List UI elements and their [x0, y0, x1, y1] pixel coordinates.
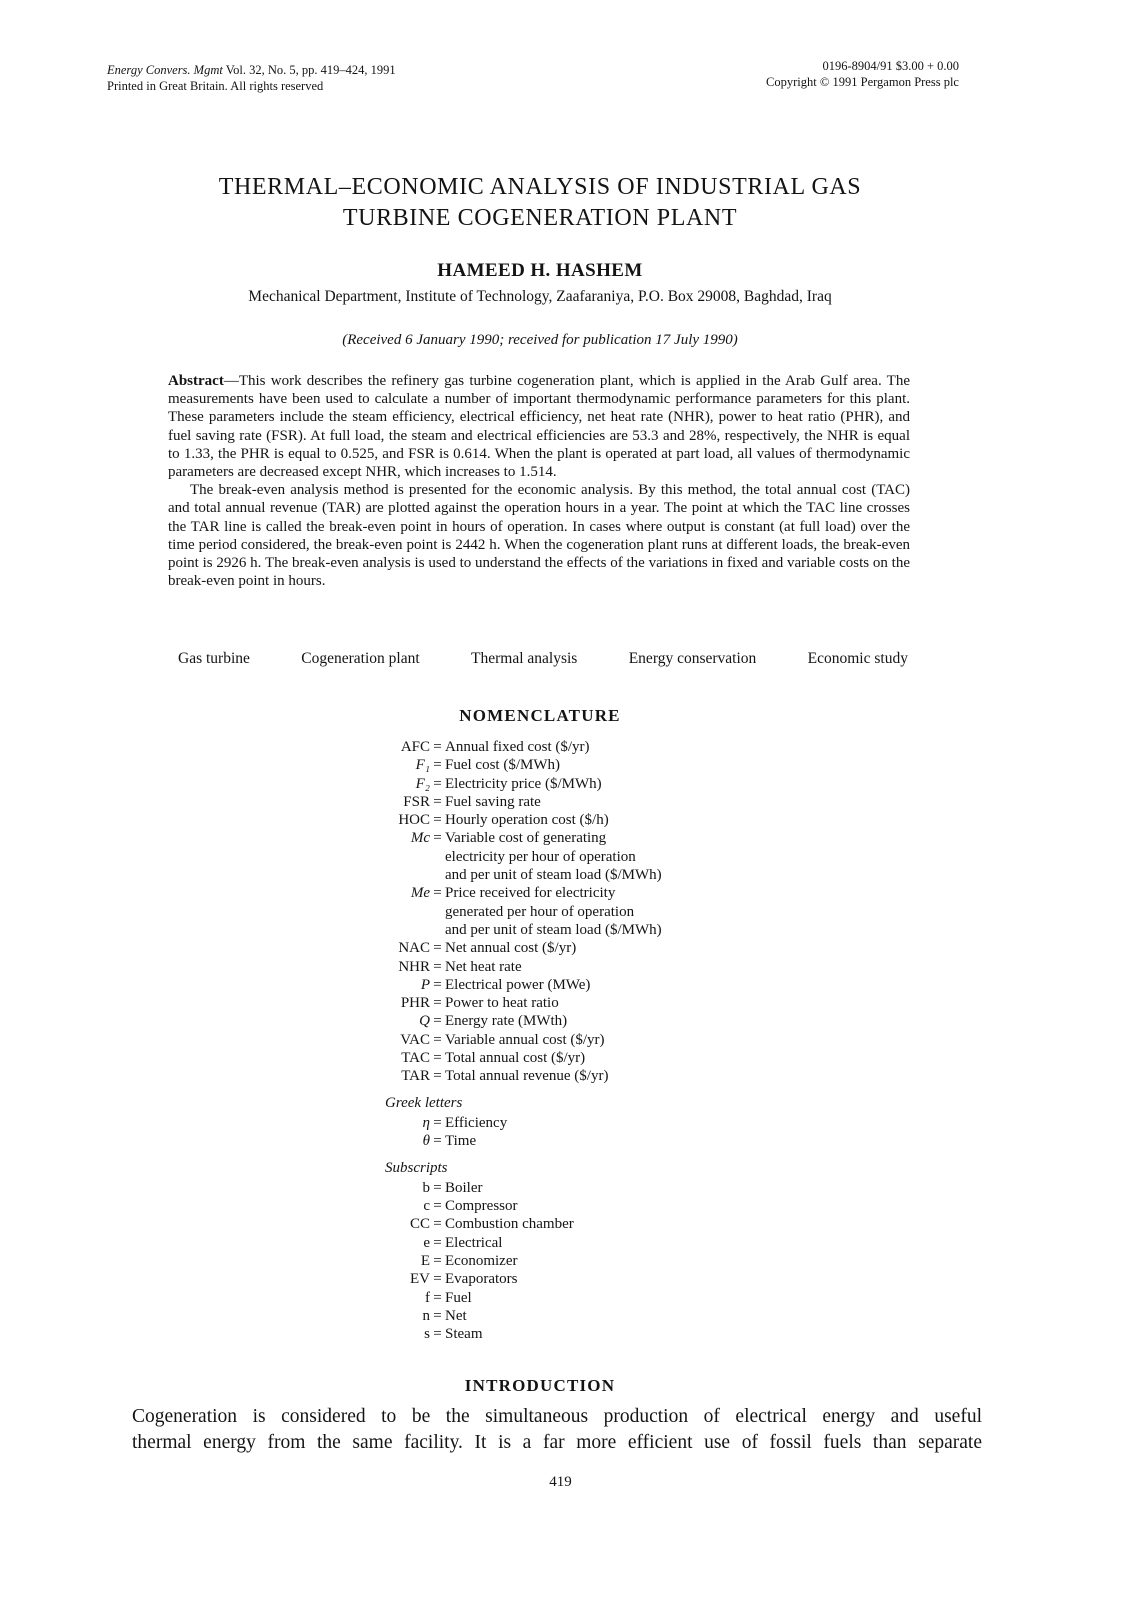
author-affiliation: Mechanical Department, Institute of Technology, Zaafaraniya, P.O. Box 29008, Baghdad, Iraq [248, 288, 832, 305]
nomenclature-row [300, 1307, 820, 1325]
abstract [168, 372, 910, 590]
nomenclature-row [300, 756, 820, 774]
introduction-heading: INTRODUCTION [464, 1376, 616, 1395]
subscripts-heading: Subscripts [385, 1159, 448, 1176]
nomenclature-definition [445, 1234, 820, 1252]
definition-line: Power to heat ratio [445, 995, 559, 1012]
nomenclature-row [300, 1289, 820, 1307]
nomenclature-symbol: CC [409, 1216, 430, 1233]
page-number: 419 [549, 1474, 572, 1490]
nomenclature-definition [445, 829, 820, 884]
nomenclature-row [300, 1067, 820, 1085]
equals-sign: = [433, 1133, 442, 1150]
definition-line: and per unit of steam load ($/MWh) [445, 921, 662, 938]
nomenclature-row [300, 775, 820, 793]
nomenclature-row [300, 829, 820, 884]
nomenclature-row [300, 793, 820, 811]
definition-line: Net annual cost ($/yr) [445, 940, 577, 957]
nomenclature-row [300, 811, 820, 829]
nomenclature-definition [445, 1179, 820, 1197]
nomenclature-row [300, 1049, 820, 1067]
introduction-text [132, 1404, 982, 1456]
nomenclature-symbol: Q [419, 1013, 430, 1030]
nomenclature-symbol: Mc [410, 830, 430, 847]
equals-sign: = [433, 1068, 442, 1085]
abstract-paragraph-1 [168, 372, 910, 481]
nomenclature-definition [445, 1132, 820, 1150]
equals-sign: = [433, 940, 442, 957]
paper-title [150, 172, 930, 234]
definition-line: and per unit of steam load ($/MWh) [445, 867, 662, 884]
equals-sign: = [433, 775, 442, 792]
definition-line: Hourly operation cost ($/h) [445, 812, 609, 829]
nomenclature-definition [445, 1049, 820, 1067]
equals-sign: = [433, 1013, 442, 1030]
equals-sign: = [433, 1050, 442, 1067]
definition-line: Compressor [445, 1198, 518, 1215]
equals-sign: = [433, 1234, 442, 1251]
nomenclature-symbol: P [420, 976, 430, 993]
subscript-items [300, 1179, 820, 1344]
nomenclature-symbol: s [424, 1326, 430, 1343]
definition-line: Efficiency [445, 1114, 508, 1131]
nomenclature-definition [445, 1197, 820, 1215]
equals-sign: = [433, 757, 442, 774]
copyright-block [766, 58, 959, 90]
keyword: Economic study [807, 650, 908, 667]
nomenclature-symbol: f [425, 1289, 430, 1306]
nomenclature-symbol: c [423, 1198, 430, 1215]
equals-sign: = [433, 1253, 442, 1270]
keyword: Gas turbine [178, 650, 250, 667]
equals-sign: = [433, 885, 442, 902]
nomenclature-definition [445, 775, 820, 793]
equals-sign: = [433, 995, 442, 1012]
definition-line: Time [445, 1133, 477, 1150]
nomenclature-symbol: b [422, 1179, 430, 1196]
nomenclature-definition [445, 958, 820, 976]
nomenclature-symbol: AFC [400, 739, 430, 755]
nomenclature-row [300, 1012, 820, 1030]
definition-line: electricity per hour of operation [445, 848, 636, 865]
nomenclature-symbol: PHR [400, 995, 430, 1012]
definition-line: Fuel [445, 1289, 472, 1306]
definition-line: Fuel cost ($/MWh) [445, 757, 560, 774]
nomenclature-items [300, 738, 820, 1086]
nomenclature-symbol: e [423, 1234, 430, 1251]
nomenclature-row [300, 1325, 820, 1343]
nomenclature-definition [445, 738, 820, 756]
nomenclature-row [300, 1132, 820, 1150]
equals-sign: = [433, 1326, 442, 1343]
abstract-text-1: —This work describes the refinery gas turbine cogeneration plant, which is applied in the Arab Gulf area. The measurements have been used to calculate a number of important thermodynamic performance parameters for this plant. These parameters include the steam efficiency, electrical efficiency, net heat rate (NHR), power to heat ratio (PHR), and fuel saving rate (FSR). At full load, the steam and electrical efficiencies are 53.3 and 28%, respectively, the NHR is equal to 1.33, the PHR is equal to 0.525, and FSR is 0.614. When the plant is operated at part load, all values of thermodynamic parameters are decreased except NHR, which increases to 1.514. [168, 373, 910, 481]
nomenclature-row [300, 738, 820, 756]
nomenclature-definition [445, 793, 820, 811]
nomenclature-symbol: Me [410, 885, 430, 902]
nomenclature-symbol: TAC [401, 1050, 430, 1067]
nomenclature-heading: NOMENCLATURE [459, 706, 621, 725]
nomenclature-row [300, 1179, 820, 1197]
definition-line: Electrical [445, 1234, 503, 1251]
definition-line: Electrical power (MWe) [445, 976, 591, 993]
nomenclature-row [300, 884, 820, 939]
equals-sign: = [433, 1271, 442, 1288]
definition-line: Price received for electricity [445, 885, 616, 902]
journal-name: Energy Convers. Mgmt [107, 63, 223, 77]
copyright-line: Copyright © 1991 Pergamon Press plc [766, 75, 959, 89]
nomenclature-definition [445, 994, 820, 1012]
definition-line: Energy rate (MWth) [445, 1013, 568, 1030]
keyword: Energy conservation [628, 650, 757, 667]
definition-line: Total annual cost ($/yr) [445, 1050, 586, 1067]
equals-sign: = [433, 793, 442, 810]
journal-volume: Vol. 32, No. 5, pp. 419–424, 1991 [222, 63, 396, 77]
equals-sign: = [433, 1216, 442, 1233]
abstract-paragraph-2: The break-even analysis method is presented for the economic analysis. By this method, the total annual cost (TAC) and total annual revenue (TAR) are plotted against the operation hours in a year. The point at which the TAC line crosses the TAR line is called the break-even point in hours of operation. In cases where output is constant (at full load) over the time period considered, the break-even point is 2442 h. When the cogeneration plant runs at different loads, the break-even point is 2926 h. The break-even analysis is used to understand the effects of the variations in fixed and variable costs on the break-even point in hours. [168, 482, 910, 590]
nomenclature-row [300, 958, 820, 976]
nomenclature-symbol: θ [422, 1133, 430, 1150]
equals-sign: = [433, 1307, 442, 1324]
definition-line: Economizer [445, 1253, 518, 1270]
equals-sign: = [433, 1198, 442, 1215]
received-dates: (Received 6 January 1990; received for publication 17 July 1990) [342, 332, 738, 348]
nomenclature-definition [445, 1031, 820, 1049]
introduction-line: thermal energy from the same facility. It is a far more efficient use of fossil fuels than separate [132, 1432, 982, 1453]
nomenclature-symbol: F₁ [415, 757, 430, 774]
journal-citation [107, 62, 396, 94]
nomenclature-definition [445, 756, 820, 774]
nomenclature-symbol: η [422, 1114, 430, 1131]
greek-letters-heading: Greek letters [385, 1094, 463, 1111]
nomenclature-definition [445, 1325, 820, 1343]
equals-sign: = [433, 976, 442, 993]
nomenclature-row [300, 1252, 820, 1270]
equals-sign: = [433, 1179, 442, 1196]
nomenclature-symbol: E [420, 1253, 430, 1270]
issn-price: 0196-8904/91 $3.00 + 0.00 [822, 59, 959, 73]
definition-line: Electricity price ($/MWh) [445, 775, 602, 792]
equals-sign: = [433, 958, 442, 975]
nomenclature-row [300, 1215, 820, 1233]
definition-line: Net [445, 1307, 467, 1324]
nomenclature-definition [445, 939, 820, 957]
nomenclature-list [300, 738, 820, 1344]
nomenclature-symbol: F₂ [415, 775, 430, 792]
nomenclature-definition [445, 1215, 820, 1233]
nomenclature-definition [445, 1270, 820, 1288]
nomenclature-definition [445, 884, 820, 939]
nomenclature-symbol: EV [410, 1271, 430, 1288]
equals-sign: = [433, 739, 442, 755]
equals-sign: = [433, 1289, 442, 1306]
definition-line: Variable cost of generating [445, 830, 607, 847]
nomenclature-definition [445, 1067, 820, 1085]
greek-items [300, 1114, 820, 1151]
nomenclature-symbol: n [422, 1307, 430, 1324]
nomenclature-symbol: FSR [403, 793, 430, 810]
definition-line: Net heat rate [445, 958, 522, 975]
introduction-line: Cogeneration is considered to be the simultaneous production of electrical energy and useful [132, 1406, 982, 1427]
definition-line: generated per hour of operation [445, 903, 635, 920]
title-line-2: TURBINE COGENERATION PLANT [342, 205, 738, 231]
printed-note: Printed in Great Britain. All rights reserved [107, 79, 324, 93]
nomenclature-symbol: NHR [398, 958, 430, 975]
definition-line: Boiler [445, 1179, 483, 1196]
nomenclature-row [300, 1114, 820, 1132]
title-line-1: THERMAL–ECONOMIC ANALYSIS OF INDUSTRIAL GAS [218, 174, 862, 200]
author-name: HAMEED H. HASHEM [437, 260, 643, 281]
definition-line: Variable annual cost ($/yr) [445, 1031, 605, 1048]
definition-line: Evaporators [445, 1271, 518, 1288]
nomenclature-row [300, 1031, 820, 1049]
keywords [178, 650, 908, 668]
nomenclature-definition [445, 1252, 820, 1270]
equals-sign: = [433, 1031, 442, 1048]
definition-line: Annual fixed cost ($/yr) [445, 739, 590, 755]
nomenclature-symbol: HOC [398, 812, 430, 829]
abstract-label: Abstract [168, 373, 224, 389]
nomenclature-definition [445, 1012, 820, 1030]
nomenclature-symbol: VAC [400, 1031, 430, 1048]
equals-sign: = [433, 812, 442, 829]
definition-line: Total annual revenue ($/yr) [445, 1068, 609, 1085]
keyword: Cogeneration plant [301, 650, 420, 667]
nomenclature-row [300, 1234, 820, 1252]
definition-line: Combustion chamber [445, 1216, 574, 1233]
definition-line: Fuel saving rate [445, 793, 541, 810]
nomenclature-row [300, 994, 820, 1012]
nomenclature-symbol: TAR [401, 1068, 430, 1085]
nomenclature-row [300, 939, 820, 957]
equals-sign: = [433, 1114, 442, 1131]
nomenclature-row [300, 1270, 820, 1288]
nomenclature-row [300, 976, 820, 994]
keyword: Thermal analysis [471, 650, 578, 667]
equals-sign: = [433, 830, 442, 847]
definition-line: Steam [445, 1326, 483, 1343]
nomenclature-definition [445, 1289, 820, 1307]
nomenclature-definition [445, 1307, 820, 1325]
nomenclature-row [300, 1197, 820, 1215]
nomenclature-definition [445, 811, 820, 829]
nomenclature-symbol: NAC [398, 940, 430, 957]
nomenclature-definition [445, 976, 820, 994]
nomenclature-definition [445, 1114, 820, 1132]
